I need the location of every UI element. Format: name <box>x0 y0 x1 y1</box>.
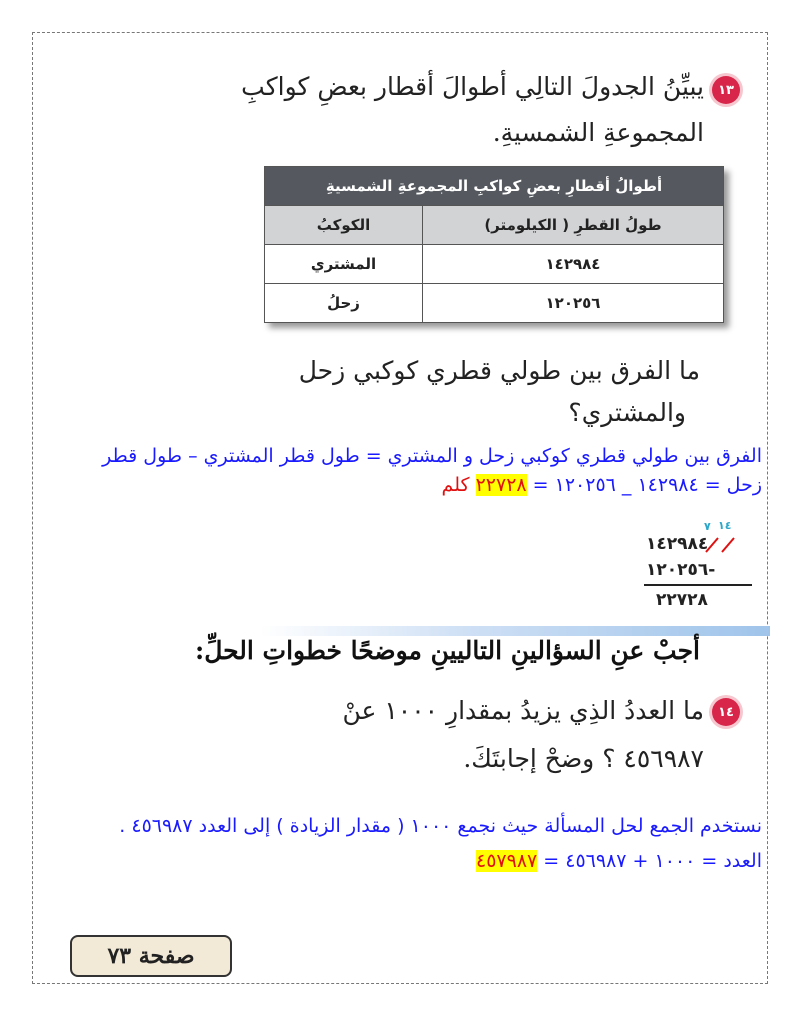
subtraction-bottom: ١٢٠٢٥٦- <box>646 560 716 580</box>
table-cell-planet: المشتري <box>265 245 423 284</box>
answer-14-result: ٤٥٧٩٨٧ <box>476 850 538 872</box>
answer-13-expression: زحل = ١٤٢٩٨٤ _ ١٢٠٢٥٦ = <box>532 474 762 496</box>
answer-13-line1: الفرق بين طولي قطري كوكبي زحل و المشتري = طول قطر المشتري – طول قطر <box>102 445 762 467</box>
question-13-badge <box>712 76 740 104</box>
question-13-prompt-line1: ما الفرق بين طولي قطري كوكبي زحل <box>298 356 700 385</box>
answer-13-line2 <box>32 471 762 500</box>
answer-14-expression: العدد = ١٠٠٠ + ٤٥٦٩٨٧ = <box>543 850 762 872</box>
table-cell-diameter: ١٤٢٩٨٤ <box>423 245 724 284</box>
table-caption: أطوالُ أقطارِ بعضِ كواكبِ المجموعةِ الشمسيةِ <box>265 167 724 206</box>
subtraction-result: ٢٢٧٢٨ <box>656 590 708 610</box>
planets-table <box>264 166 724 323</box>
page-number-label <box>70 935 232 977</box>
question-14-text <box>104 690 704 780</box>
question-13-text <box>104 66 704 154</box>
answer-14-line1: نستخدم الجمع لحل المسألة حيث نجمع ١٠٠٠ ( مقدار الزيادة ) إلى العدد ٤٥٦٩٨٧ . <box>119 815 762 837</box>
strike-mark <box>704 534 740 556</box>
table-row <box>265 284 724 323</box>
table-row <box>265 245 724 284</box>
question-14-line2: ٤٥٦٩٨٧ ؟ وضحْ إجابتَكَ. <box>463 744 704 773</box>
borrow-digit-7: ٧ <box>704 520 711 533</box>
table-header-planet: الكوكبُ <box>265 206 423 245</box>
question-14-line1: ما العددُ الذِي يزيدُ بمقدارِ ١٠٠٠ عنْ <box>342 696 704 725</box>
answer-14-line2 <box>32 847 762 876</box>
question-13-line2: المجموعةِ الشمسيةِ. <box>492 118 704 147</box>
subtraction-top: ١٤٢٩٨٤ <box>646 534 709 554</box>
answer-13-unit: كلم <box>441 474 470 496</box>
answer-14 <box>32 812 762 876</box>
table-header-diameter: طولُ القطرِ ( الكيلومتر) <box>423 206 724 245</box>
question-14-number: ١٤ <box>718 704 734 720</box>
answer-13-result: ٢٢٧٢٨ <box>475 474 527 496</box>
subtraction-line <box>644 584 752 586</box>
question-13-prompt-line2: والمشتري؟ <box>568 398 686 427</box>
subtraction-work <box>646 520 756 620</box>
table-cell-diameter: ١٢٠٢٥٦ <box>423 284 724 323</box>
question-13-number: ١٣ <box>718 82 734 98</box>
question-13-prompt <box>140 350 700 434</box>
question-14-badge <box>712 698 740 726</box>
table-cell-planet: زحلُ <box>265 284 423 323</box>
heading-band <box>260 626 770 636</box>
answer-13 <box>32 442 762 500</box>
page-number-text: صفحة ٧٣ <box>107 943 195 969</box>
question-13-line1: يبيِّنُ الجدولَ التالِي أطوالَ أقطار بعضِ كواكبِ <box>241 72 704 101</box>
borrow-digit-14: ١٤ <box>718 519 732 532</box>
section-heading: أجبْ عنِ السؤالينِ التاليينِ موضحًا خطواتِ الحلِّ: <box>194 636 700 665</box>
